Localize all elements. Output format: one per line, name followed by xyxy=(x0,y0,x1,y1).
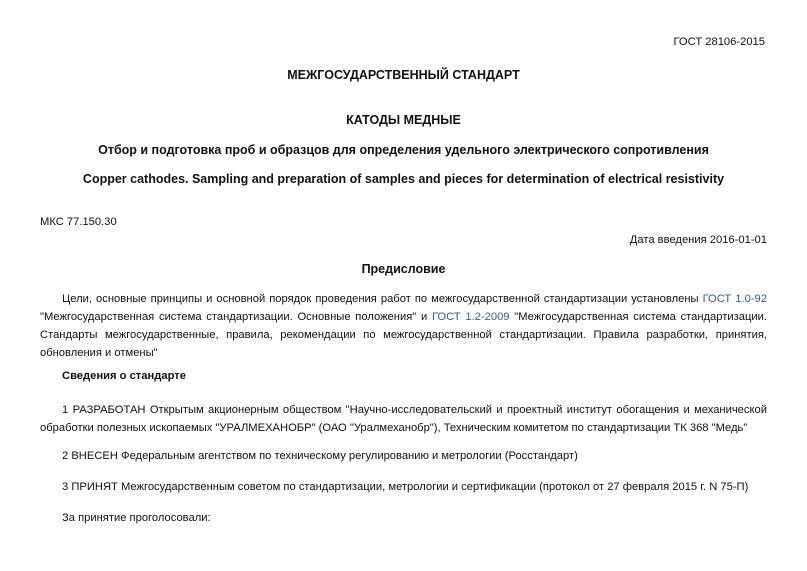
document-subtitle-ru: Отбор и подготовка проб и образцов для определения удельного электрического сопротивления xyxy=(98,143,709,157)
voted-for-paragraph: За принятие проголосовали: xyxy=(62,512,211,524)
standard-info-heading: Сведения о стандарте xyxy=(62,370,186,382)
goals-text-part3: "Межгосударственная система стандартизации. Стандарты межгосударственные, правила, рекомендации по межгосударственной стандартизации. Правила разработки, принятия, обновления и отмены" xyxy=(40,311,767,359)
goals-text-part2: "Межгосударственная система стандартизации. Основные положения" и xyxy=(40,311,432,323)
standard-type-heading: МЕЖГОСУДАРСТВЕННЫЙ СТАНДАРТ xyxy=(287,68,520,82)
document-title-en: Copper cathodes. Sampling and preparation of samples and pieces for determination of electrical resistivity xyxy=(82,172,725,186)
gost-1-0-92-link[interactable]: ГОСТ 1.0-92 xyxy=(702,293,767,305)
document-title-ru: КАТОДЫ МЕДНЫЕ xyxy=(346,113,461,127)
gost-1-2-2009-link[interactable]: ГОСТ 1.2-2009 xyxy=(431,311,510,323)
adopted-by-paragraph: 3 ПРИНЯТ Межгосударственным советом по стандартизации, метрологии и сертификации (протокол от 27 февраля 2015 г. N 75-П) xyxy=(62,481,749,493)
introduction-date: Дата введения 2016-01-01 xyxy=(629,234,767,246)
developed-by-paragraph: 1 РАЗРАБОТАН Открытым акционерным обществом "Научно-исследовательский и проектный институт обогащения и механической обработки полезных ископаемых "УРАЛМЕХАНОБР" (ОАО "Уралмеханобр"), Техническим комитетом по стандартизации ТК 368 "Медь" xyxy=(40,404,767,434)
preface-heading: Предисловие xyxy=(361,262,446,276)
preface-goals-paragraph xyxy=(40,290,767,362)
mks-code: МКС 77.150.30 xyxy=(40,216,117,228)
goals-text-part1: Цели, основные принципы и основной порядок проведения работ по межгосударственной стандартизации установлены xyxy=(62,293,703,305)
gost-code: ГОСТ 28106-2015 xyxy=(673,36,765,48)
submitted-by-paragraph: 2 ВНЕСЕН Федеральным агентством по техническому регулированию и метрологии (Росстандарт) xyxy=(62,450,578,462)
